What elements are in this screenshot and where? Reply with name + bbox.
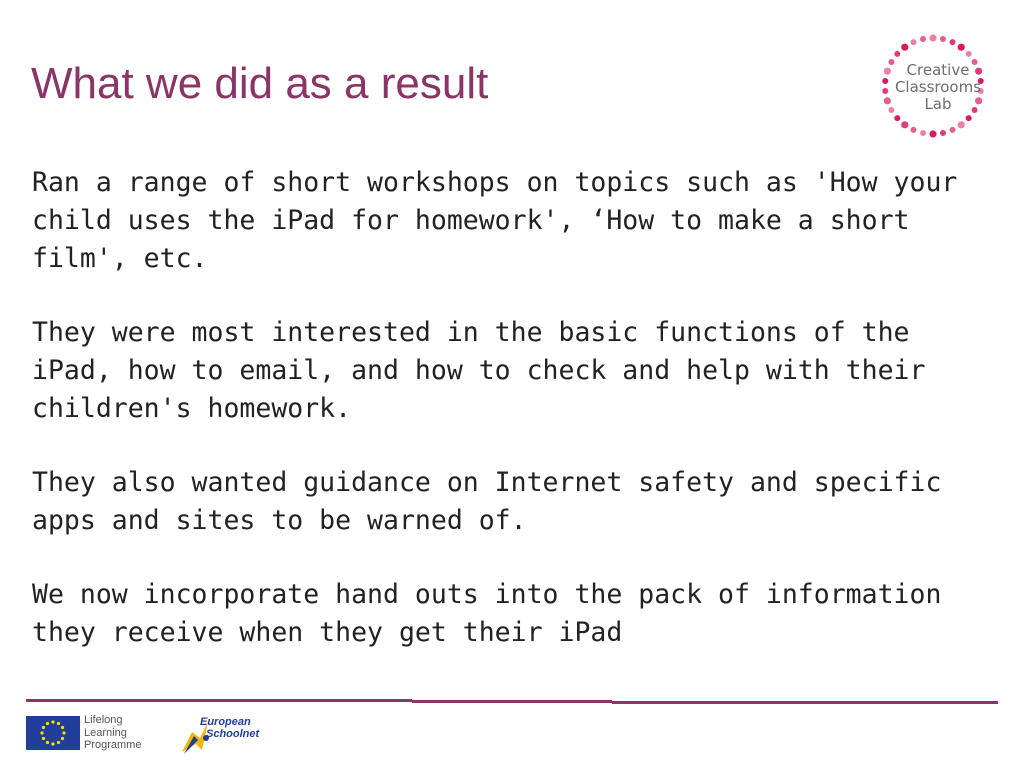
eu-flag-icon [26, 716, 80, 750]
eu-star [40, 731, 43, 734]
lifelong-learning-programme-logo [26, 714, 156, 754]
paragraph-safety: They also wanted guidance on Internet safety and specific apps and sites to be warned of. [32, 467, 942, 536]
logo-dot [929, 34, 936, 41]
eu-star [46, 722, 49, 725]
esn-line-european: European [200, 716, 251, 728]
logo-text [887, 62, 989, 113]
llp-line-programme: Programme [84, 739, 142, 751]
paragraph-interests: They were most interested in the basic functions of the iPad, how to email, and how to check and help with their children's homework. [32, 317, 926, 424]
llp-line-lifelong: Lifelong [84, 714, 123, 726]
footer-divider-right [612, 701, 998, 704]
creative-classrooms-lab-logo [877, 30, 989, 142]
logo-dot [910, 39, 916, 45]
logo-line-lab: Lab [924, 95, 952, 113]
llp-line-learning: Learning [84, 726, 127, 739]
eu-star [42, 726, 45, 729]
logo-dot [901, 121, 908, 128]
logo-dot [966, 51, 972, 57]
logo-dot [940, 130, 946, 136]
paragraph-handouts: We now incorporate hand outs into the pack of information they receive when they get their iPad [32, 579, 942, 648]
logo-dot [929, 130, 936, 137]
slide-body [32, 164, 992, 688]
eu-star [61, 737, 64, 740]
eu-star [46, 741, 49, 744]
logo-dot [950, 127, 956, 133]
eu-star [51, 742, 54, 745]
esn-text [200, 716, 259, 740]
eu-star [62, 731, 65, 734]
logo-line-creative: Creative [906, 61, 970, 79]
logo-dot [958, 44, 965, 51]
footer-divider-left [26, 699, 412, 702]
logo-dot [894, 115, 900, 121]
logo-dot [920, 36, 926, 42]
paragraph-workshops: Ran a range of short workshops on topics such as 'How your child uses the iPad for homework', ‘How to make a short film', etc. [32, 167, 958, 274]
logo-dot [958, 121, 965, 128]
eu-star [57, 722, 60, 725]
logo-dot [910, 127, 916, 133]
european-schoolnet-logo [178, 712, 288, 758]
slide-title: What we did as a result [31, 59, 489, 108]
llp-text [84, 714, 141, 752]
logo-dot [966, 115, 972, 121]
eu-star [42, 737, 45, 740]
eu-star [51, 720, 54, 723]
logo-dot [894, 51, 900, 57]
logo-dot [920, 130, 926, 136]
logo-dot [901, 44, 908, 51]
eu-star [57, 741, 60, 744]
logo-line-classrooms: Classrooms [894, 78, 982, 96]
logo-dot [940, 36, 946, 42]
logo-dot [950, 39, 956, 45]
eu-star [61, 726, 64, 729]
esn-line-schoolnet: Schoolnet [206, 728, 260, 740]
footer-divider-middle [412, 700, 612, 703]
